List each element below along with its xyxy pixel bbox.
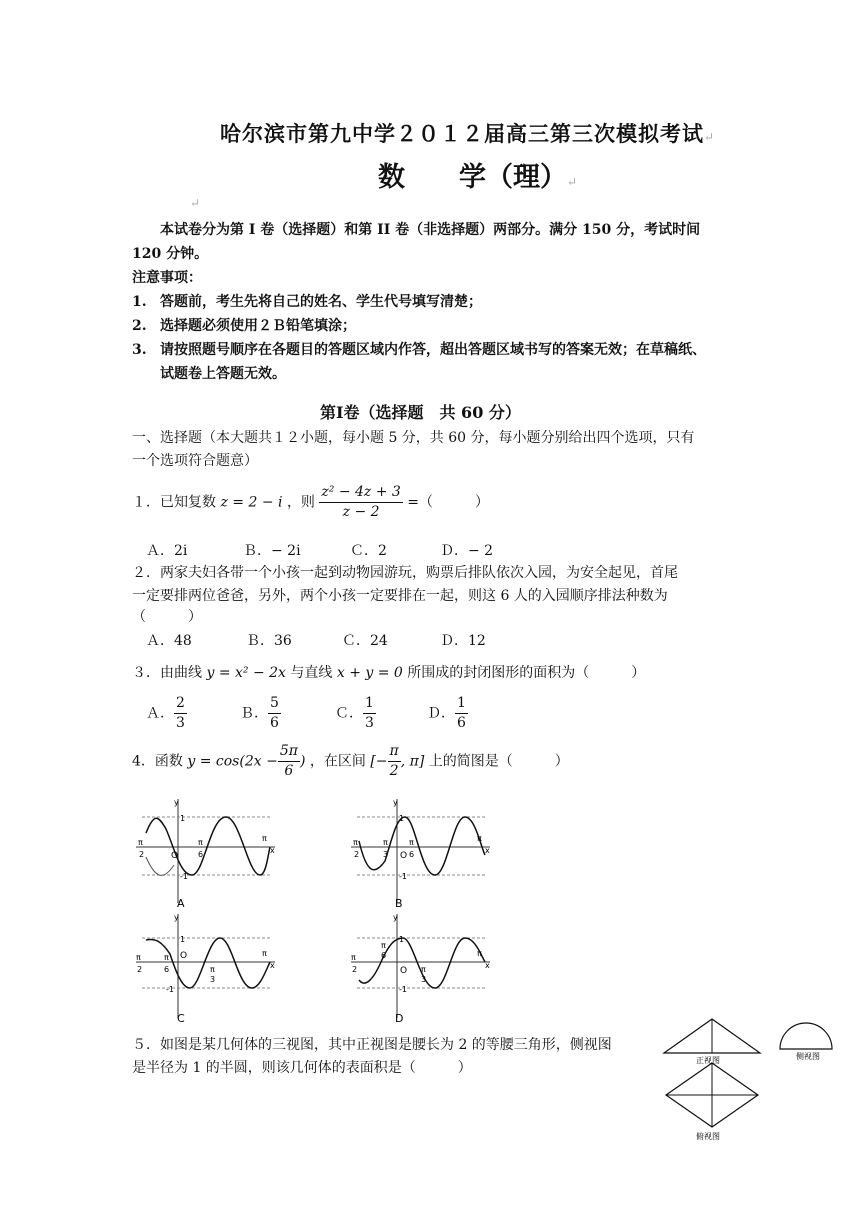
q2-option-d: Ｄ．12 bbox=[440, 633, 486, 649]
svg-text:y: y bbox=[174, 913, 179, 922]
svg-text:π: π bbox=[198, 838, 203, 847]
svg-text:C: C bbox=[177, 1012, 185, 1025]
paragraph-mark: ↵ bbox=[190, 196, 201, 210]
svg-text:π: π bbox=[381, 941, 386, 950]
subject-title: 数 学（理）↵ bbox=[378, 162, 578, 193]
question-2-line: （ ） bbox=[132, 609, 202, 625]
svg-text:x: x bbox=[485, 961, 490, 970]
svg-text:1: 1 bbox=[180, 935, 186, 944]
svg-text:π: π bbox=[136, 953, 141, 962]
q3-option-c: Ｃ． $\frac{1}{3}$ bbox=[335, 695, 374, 731]
svg-text:π: π bbox=[351, 953, 356, 962]
q3-option-a: Ａ． $\frac{2}{3}$ bbox=[146, 695, 185, 731]
svg-text:6: 6 bbox=[381, 951, 387, 960]
section-desc: 一个选项符合题意） bbox=[132, 453, 258, 469]
svg-text:y: y bbox=[393, 798, 398, 807]
graph-a bbox=[130, 795, 280, 910]
question-5-line: ５．如图是某几何体的三视图，其中正视图是腰长为 2 的等腰三角形，侧视图 bbox=[132, 1037, 612, 1053]
svg-text:3: 3 bbox=[421, 975, 427, 984]
svg-text:π: π bbox=[409, 838, 414, 847]
svg-text:3: 3 bbox=[383, 850, 389, 859]
note-item: 3. 请按照题号顺序在各题目的答题区域内作答，超出答题区域书写的答案无效；在草稿纸、 bbox=[132, 342, 706, 358]
svg-text:2: 2 bbox=[352, 965, 358, 974]
side-view-label: 侧视图 bbox=[796, 1052, 820, 1061]
q1-option-d: Ｄ．− 2 bbox=[440, 543, 494, 559]
question-4: 4．函数 y = cos(2x − $\frac{5\pi}{6}$ ) ，在区间 [− $\frac{\pi}{2}$ , π] 上的简图是（ ） bbox=[132, 743, 569, 779]
svg-text:O: O bbox=[180, 951, 188, 961]
svg-text:O: O bbox=[400, 851, 408, 861]
three-view-figure bbox=[658, 1015, 838, 1145]
svg-text:2: 2 bbox=[354, 850, 360, 859]
q3-option-b: Ｂ． $\frac{5}{6}$ bbox=[240, 695, 279, 731]
svg-text:-1: -1 bbox=[399, 872, 407, 881]
question-2-line: 一定要排两位爸爸，另外，两个小孩一定要排在一起，则这 6 人的入园顺序排法种数为 bbox=[132, 588, 668, 604]
exam-instructions bbox=[132, 218, 742, 266]
q2-option-a: Ａ．48 bbox=[146, 633, 192, 649]
graph-c bbox=[130, 910, 280, 1025]
svg-text:6: 6 bbox=[409, 850, 415, 859]
svg-text:π: π bbox=[353, 838, 358, 847]
graph-d bbox=[345, 910, 495, 1025]
svg-text:3: 3 bbox=[210, 975, 216, 984]
svg-text:π: π bbox=[138, 838, 143, 847]
question-5-line: 是半径为 1 的半圆，则该几何体的表面积是（ ） bbox=[132, 1060, 472, 1076]
svg-text:A: A bbox=[177, 897, 185, 910]
q3-option-d: Ｄ． $\frac{1}{6}$ bbox=[427, 695, 466, 731]
svg-text:D: D bbox=[395, 1012, 404, 1025]
svg-text:1: 1 bbox=[399, 814, 405, 823]
top-view-rhombus bbox=[666, 1063, 758, 1127]
svg-text:π: π bbox=[421, 965, 426, 974]
question-1: １．已知复数 z = 2 − i ，则 $\frac{\text{z² − 4z + 3}}{z - 2}$ =（ ） bbox=[132, 484, 490, 520]
svg-text:-1: -1 bbox=[180, 872, 188, 881]
note-item: 1. 答题前，考生先将自己的姓名、学生代号填写清楚； bbox=[132, 294, 482, 310]
svg-text:π: π bbox=[383, 838, 388, 847]
front-view-triangle bbox=[664, 1019, 760, 1053]
intro-line: 120 分钟。 bbox=[132, 246, 209, 262]
q1-fraction: $\frac{\text{z² − 4z + 3}}{z - 2}$ bbox=[321, 484, 401, 520]
side-view-semicircle bbox=[780, 1023, 832, 1049]
question-2-line: ２．两家夫妇各带一个小孩一起到动物园游玩，购票后排队依次入园，为安全起见，首尾 bbox=[132, 565, 678, 581]
svg-text:π: π bbox=[164, 953, 169, 962]
section-title: 第Ⅰ卷（选择题 共 60 分） bbox=[320, 403, 521, 422]
svg-text:6: 6 bbox=[198, 850, 204, 859]
svg-text:6: 6 bbox=[164, 965, 170, 974]
section-desc: 一、选择题（本大题共１２小题，每小题 5 分，共 60 分，每小题分别给出四个选项，只有 bbox=[132, 430, 695, 446]
svg-text:π: π bbox=[477, 949, 482, 958]
svg-text:π: π bbox=[262, 949, 267, 958]
q2-option-c: Ｃ．24 bbox=[342, 633, 388, 649]
intro-line: 本试卷分为第 I 卷（选择题）和第 II 卷（非选择题）两部分。满分 150 分，考试时间 bbox=[160, 222, 701, 238]
svg-text:y: y bbox=[174, 798, 179, 807]
svg-text:-1: -1 bbox=[399, 985, 407, 994]
q2-option-b: Ｂ．36 bbox=[246, 633, 292, 649]
top-view-label: 俯视图 bbox=[696, 1132, 720, 1141]
front-view-label: 正视图 bbox=[696, 1056, 720, 1065]
svg-text:-1: -1 bbox=[166, 985, 174, 994]
svg-text:x: x bbox=[270, 846, 275, 855]
svg-text:1: 1 bbox=[399, 935, 405, 944]
graph-b bbox=[345, 795, 495, 910]
svg-text:π: π bbox=[477, 834, 482, 843]
svg-text:1: 1 bbox=[180, 814, 186, 823]
question-3: ３．由曲线 y = x² − 2x 与直线 x + y = 0 所围成的封闭图形的面积为（ ） bbox=[132, 665, 646, 681]
q1-option-c: Ｃ．2 bbox=[350, 543, 387, 559]
q1-option-a: Ａ．2i bbox=[146, 543, 188, 559]
svg-text:B: B bbox=[395, 897, 403, 910]
svg-text:x: x bbox=[485, 846, 490, 855]
svg-text:O: O bbox=[171, 851, 179, 861]
svg-text:2: 2 bbox=[139, 850, 145, 859]
q1-option-b: Ｂ．− 2i bbox=[243, 543, 301, 559]
svg-text:O: O bbox=[400, 966, 408, 976]
svg-text:y: y bbox=[393, 913, 398, 922]
exam-title: 哈尔滨市第九中学２０１２届高三第三次模拟考试↵ bbox=[220, 121, 716, 146]
svg-text:2: 2 bbox=[137, 965, 143, 974]
svg-text:x: x bbox=[270, 961, 275, 970]
svg-text:π: π bbox=[262, 834, 267, 843]
svg-text:π: π bbox=[210, 965, 215, 974]
notes-title: 注意事项： bbox=[132, 270, 202, 286]
note-item: 试题卷上答题无效。 bbox=[160, 366, 286, 382]
note-item: 2. 选择题必须使用２Ｂ铅笔填涂； bbox=[132, 318, 356, 334]
